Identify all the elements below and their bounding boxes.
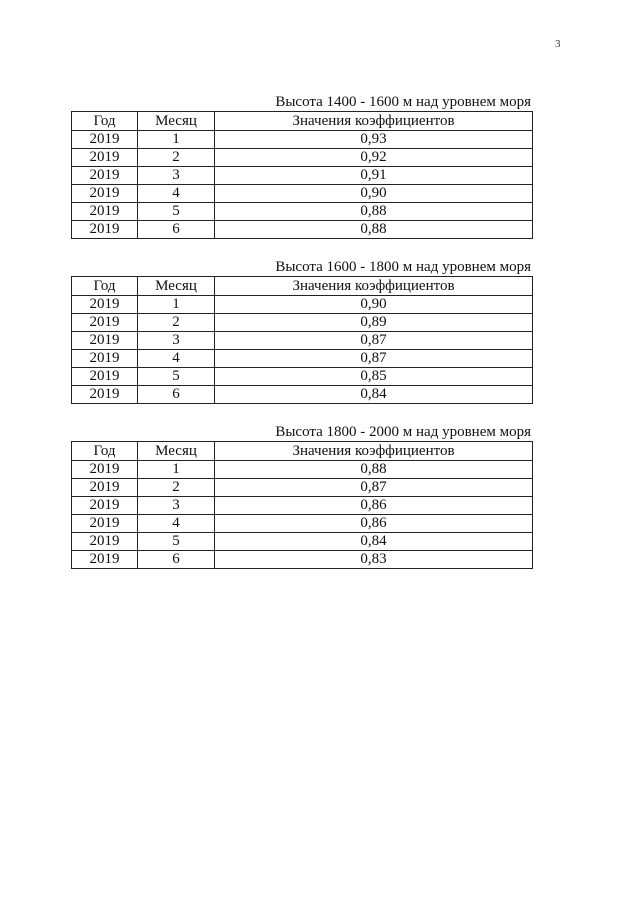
- table-row: [72, 497, 533, 515]
- table-header-row: [72, 442, 533, 461]
- table-row: [72, 203, 533, 221]
- cell-month: 1: [138, 131, 215, 149]
- cell-month: 3: [138, 497, 215, 515]
- cell-month: 3: [138, 167, 215, 185]
- cell-year: 2019: [72, 314, 138, 332]
- coefficient-table: [71, 276, 533, 404]
- cell-year: 2019: [72, 551, 138, 569]
- cell-value: 0,88: [215, 203, 533, 221]
- cell-value: 0,90: [215, 185, 533, 203]
- table-row: [72, 533, 533, 551]
- table-row: [72, 350, 533, 368]
- cell-month: 3: [138, 332, 215, 350]
- cell-month: 1: [138, 296, 215, 314]
- table-header-row: [72, 112, 533, 131]
- cell-year: 2019: [72, 533, 138, 551]
- header-month: Месяц: [138, 277, 215, 296]
- header-year: Год: [72, 277, 138, 296]
- cell-month: 2: [138, 314, 215, 332]
- cell-year: 2019: [72, 461, 138, 479]
- cell-month: 4: [138, 185, 215, 203]
- header-value: Значения коэффициентов: [215, 277, 533, 296]
- cell-value: 0,91: [215, 167, 533, 185]
- table-row: [72, 368, 533, 386]
- cell-month: 4: [138, 515, 215, 533]
- table-caption: Высота 1600 - 1800 м над уровнем моря: [275, 259, 531, 275]
- table-row: [72, 131, 533, 149]
- cell-month: 6: [138, 386, 215, 404]
- header-value: Значения коэффициентов: [215, 112, 533, 131]
- coefficient-table: [71, 111, 533, 239]
- header-year: Год: [72, 112, 138, 131]
- table-row: [72, 479, 533, 497]
- cell-year: 2019: [72, 131, 138, 149]
- page-number: 3: [555, 38, 561, 50]
- coefficient-table-section: [71, 259, 532, 404]
- cell-value: 0,88: [215, 461, 533, 479]
- cell-value: 0,87: [215, 350, 533, 368]
- table-header-row: [72, 277, 533, 296]
- coefficient-table-section: [71, 94, 532, 239]
- cell-value: 0,84: [215, 533, 533, 551]
- cell-month: 5: [138, 368, 215, 386]
- cell-year: 2019: [72, 149, 138, 167]
- cell-value: 0,83: [215, 551, 533, 569]
- cell-year: 2019: [72, 350, 138, 368]
- cell-month: 5: [138, 203, 215, 221]
- cell-month: 4: [138, 350, 215, 368]
- cell-value: 0,84: [215, 386, 533, 404]
- header-month: Месяц: [138, 442, 215, 461]
- cell-year: 2019: [72, 203, 138, 221]
- coefficient-table-section: [71, 424, 532, 569]
- cell-month: 2: [138, 149, 215, 167]
- cell-year: 2019: [72, 368, 138, 386]
- table-row: [72, 515, 533, 533]
- table-row: [72, 149, 533, 167]
- cell-month: 2: [138, 479, 215, 497]
- cell-value: 0,86: [215, 497, 533, 515]
- header-year: Год: [72, 442, 138, 461]
- cell-value: 0,92: [215, 149, 533, 167]
- cell-value: 0,88: [215, 221, 533, 239]
- cell-year: 2019: [72, 332, 138, 350]
- cell-value: 0,89: [215, 314, 533, 332]
- table-row: [72, 551, 533, 569]
- header-month: Месяц: [138, 112, 215, 131]
- cell-year: 2019: [72, 497, 138, 515]
- table-row: [72, 167, 533, 185]
- cell-year: 2019: [72, 386, 138, 404]
- header-value: Значения коэффициентов: [215, 442, 533, 461]
- table-row: [72, 185, 533, 203]
- cell-year: 2019: [72, 221, 138, 239]
- cell-value: 0,86: [215, 515, 533, 533]
- table-row: [72, 314, 533, 332]
- table-row: [72, 296, 533, 314]
- table-row: [72, 221, 533, 239]
- table-row: [72, 461, 533, 479]
- cell-value: 0,93: [215, 131, 533, 149]
- cell-year: 2019: [72, 185, 138, 203]
- cell-month: 5: [138, 533, 215, 551]
- cell-value: 0,87: [215, 479, 533, 497]
- cell-year: 2019: [72, 296, 138, 314]
- cell-year: 2019: [72, 479, 138, 497]
- table-caption: Высота 1800 - 2000 м над уровнем моря: [275, 424, 531, 440]
- cell-value: 0,85: [215, 368, 533, 386]
- table-row: [72, 386, 533, 404]
- table-caption: Высота 1400 - 1600 м над уровнем моря: [275, 94, 531, 110]
- cell-value: 0,87: [215, 332, 533, 350]
- cell-month: 6: [138, 551, 215, 569]
- cell-month: 1: [138, 461, 215, 479]
- table-row: [72, 332, 533, 350]
- cell-month: 6: [138, 221, 215, 239]
- cell-year: 2019: [72, 167, 138, 185]
- cell-year: 2019: [72, 515, 138, 533]
- coefficient-table: [71, 441, 533, 569]
- cell-value: 0,90: [215, 296, 533, 314]
